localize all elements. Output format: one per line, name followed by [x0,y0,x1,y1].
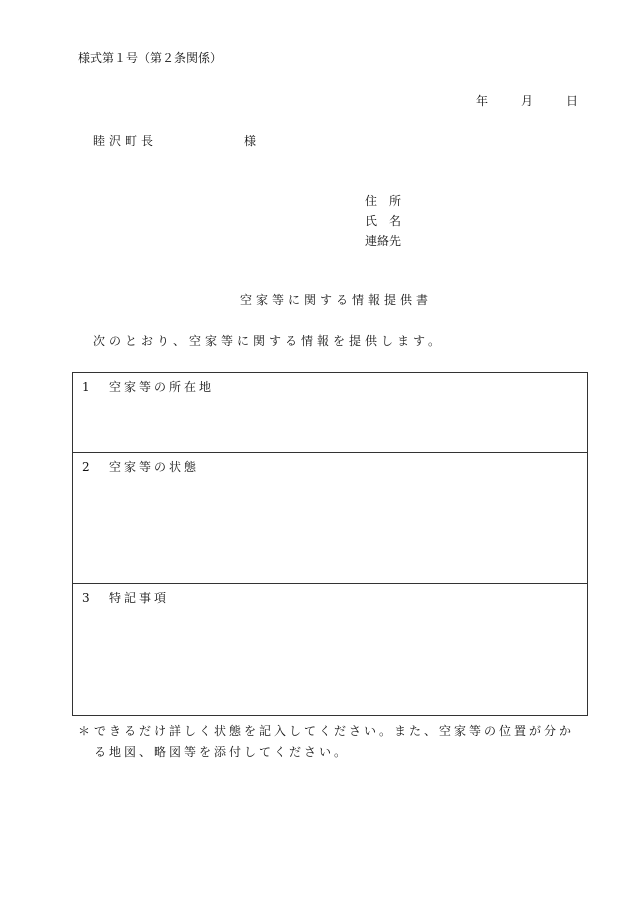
addressee-honorific: 様 [244,134,257,148]
section-label: 空家等の所在地 [109,380,215,394]
section-number: 3 [82,591,90,605]
section-number: 2 [82,460,90,474]
name-label: 氏 名 [365,214,402,228]
info-table [72,372,588,716]
footnote-line-1: できるだけ詳しく状態を記入してください。また、空家等の位置が分か [94,724,575,738]
date-day-label: 日 [566,94,579,108]
intro-text: 次のとおり、空家等に関する情報を提供します。 [93,334,445,348]
section-location[interactable] [73,373,587,453]
form-number: 様式第１号（第２条関係） [78,51,223,65]
document-title: 空家等に関する情報提供書 [240,293,433,307]
section-remarks[interactable] [73,584,587,715]
footnote-line-2: る地図、略図等を添付してください。 [94,745,350,759]
date-month-label: 月 [521,94,534,108]
section-number: 1 [82,380,90,394]
section-label: 空家等の状態 [109,460,200,474]
footnote-mark: ＊ [78,724,91,738]
section-condition[interactable] [73,453,587,584]
contact-label: 連絡先 [365,234,402,248]
addressee-name: 睦沢町長 [93,134,158,148]
section-label: 特記事項 [109,591,170,605]
address-label: 住 所 [365,194,402,208]
date-year-label: 年 [476,94,489,108]
